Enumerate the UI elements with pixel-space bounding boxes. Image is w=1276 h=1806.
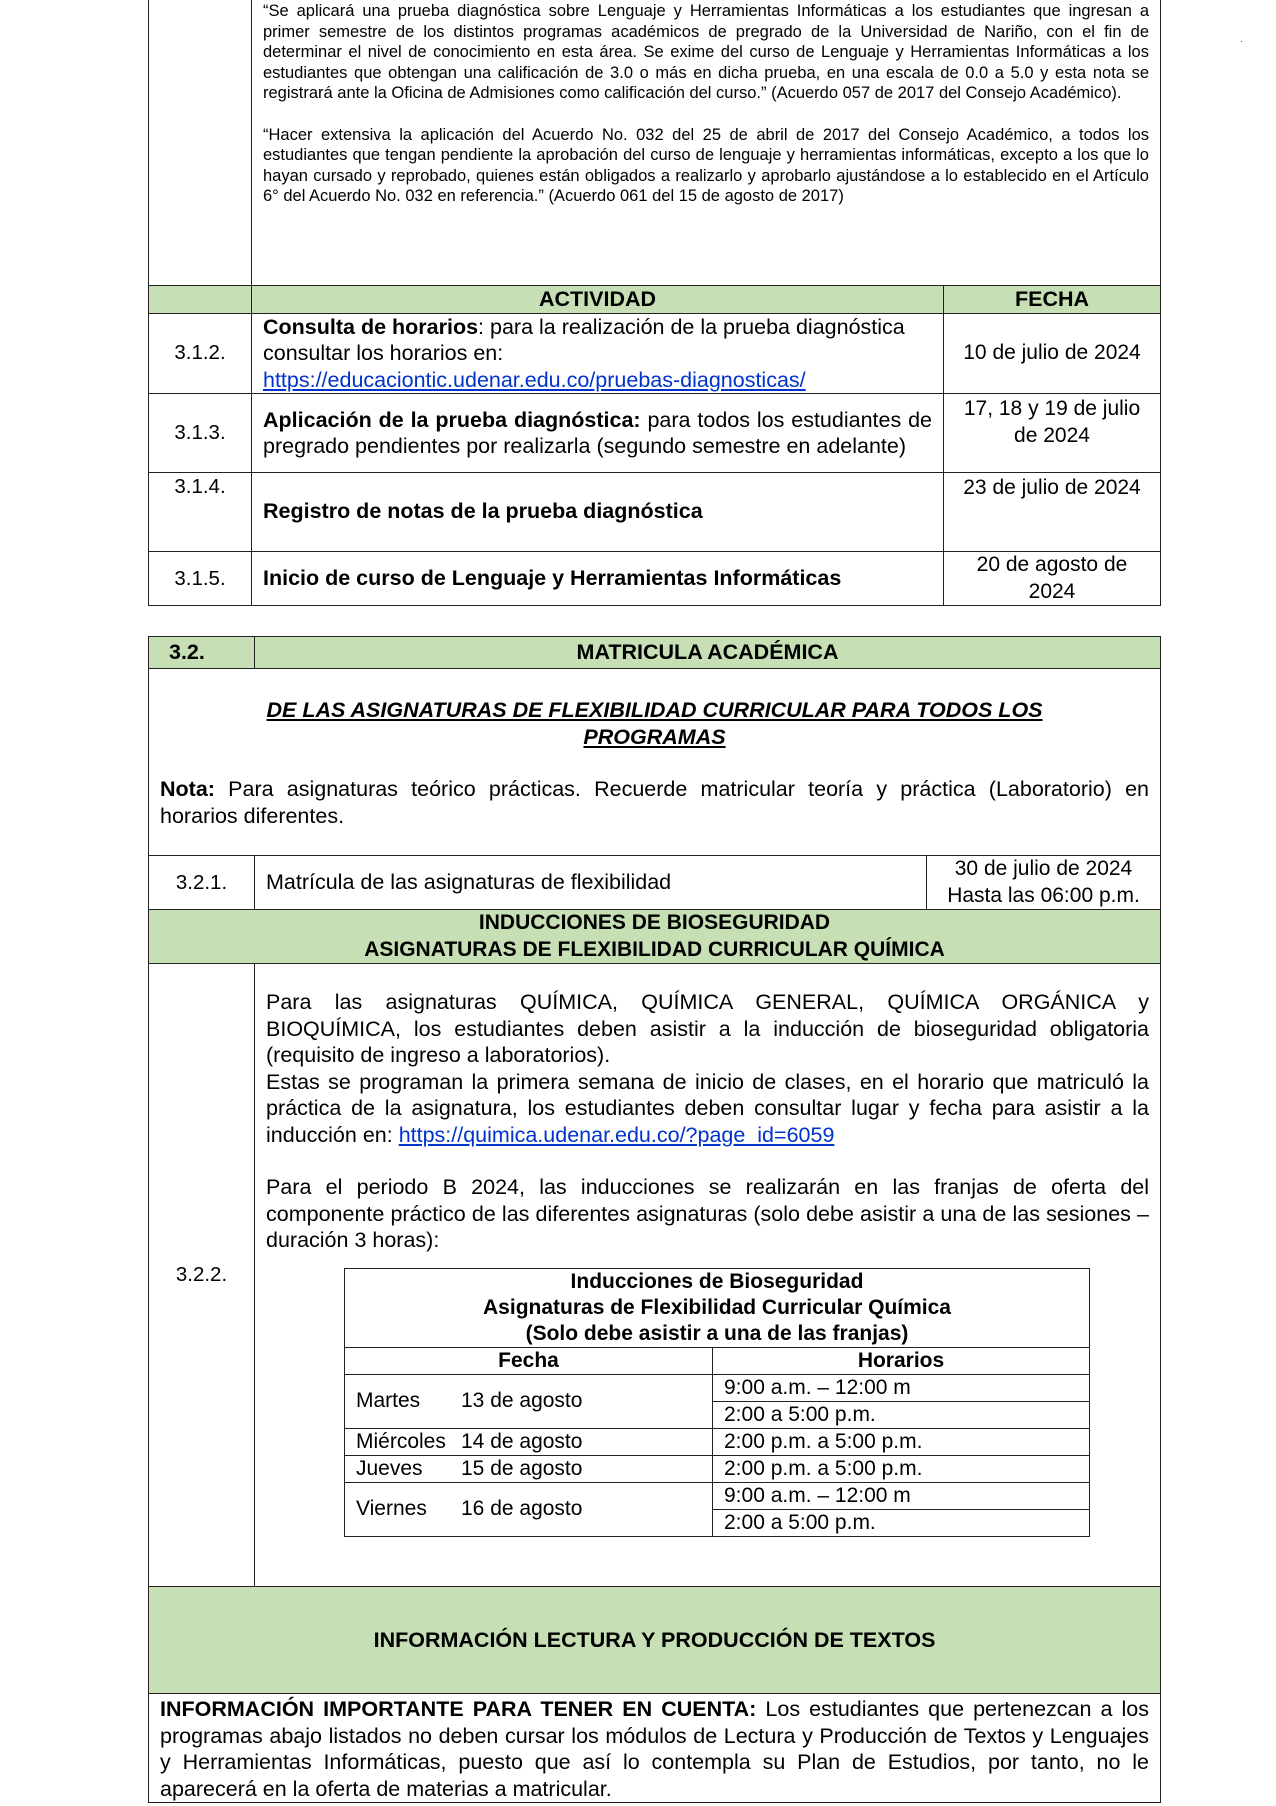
date-line: 30 de julio de 2024 [954, 857, 1133, 880]
time-column-header: Horarios [713, 1347, 1090, 1374]
table-row [149, 856, 1161, 910]
time-slot: 9:00 a.m. – 12:00 m [713, 1482, 1090, 1509]
chemistry-subjects-paragraph: Para las asignaturas QUÍMICA, QUÍMICA GENERAL, QUÍMICA ORGÁNICA y BIOQUÍMICA, los estudiantes deben asistir a la inducción de bioseguridad obligatoria (requisito de ingreso a laboratorios). [266, 990, 1150, 1067]
date-cell: 20 de agosto de 2024 [944, 552, 1161, 606]
activity-cell: Matrícula de las asignaturas de flexibilidad [255, 856, 927, 910]
acuerdo-061-quote: “Hacer extensiva la aplicación del Acuerdo No. 032 del 25 de abril de 2017 del Consejo Académico, a todos los estudiantes que tengan pendiente la aprobación del curso de lenguaje y herramientas informáticas, excepto a los que lo hayan cursado y reprobado, quienes están obligados a realizarlo y aprobarlo ajustándose a lo establecido en el Artículo 6° del Acuerdo No. 032 en referencia.” (Acuerdo 061 del 15 de agosto de 2017) [263, 125, 1149, 205]
day-date: 15 de agosto [461, 1456, 583, 1480]
row-number: 3.1.4. [149, 473, 252, 552]
day-cell [345, 1374, 713, 1428]
deadline-line: Hasta las 06:00 p.m. [947, 883, 1140, 907]
flexibility-subtitle: DE LAS ASIGNATURAS DE FLEXIBILIDAD CURRICULAR PARA TODOS LOS PROGRAMAS [266, 698, 1043, 749]
induction-header-line2: ASIGNATURAS DE FLEXIBILIDAD CURRICULAR QUÍMICA [364, 937, 945, 961]
table-row [345, 1428, 1090, 1455]
important-text: Los estudiantes que pertenezcan a los programas abajo listados no deben cursar los módulos de Lectura y Producción de Textos y Lenguajes y Herramientas Informáticas, puesto que así lo contempla su Plan de Estudios, por tanto, no le aparecerá en la oferta de materias a matricular. [160, 1697, 1150, 1801]
table-row [149, 313, 1161, 394]
schedule-note: (Solo debe asistir a una de las franjas) [525, 1321, 909, 1345]
table-row [149, 473, 1161, 552]
period-b-paragraph: Para el periodo B 2024, las inducciones se realizarán en las franjas de oferta del componente práctico de las diferentes asignaturas (solo debe asistir a una de las sesiones – duración 3 horas): [266, 1175, 1150, 1252]
time-slot: 2:00 a 5:00 p.m. [713, 1401, 1090, 1428]
section-number: 3.2. [149, 637, 255, 669]
table-row [345, 1455, 1090, 1482]
date-cell: 17, 18 y 19 de julio de 2024 [944, 394, 1161, 473]
induction-schedule-text: Estas se programan la primera semana de inicio de clases, en el horario que matriculó la práctica de la asignatura, los estudiantes deben consultar lugar y fecha para asistir a la inducción en: [266, 1069, 1150, 1147]
activity-cell [252, 552, 944, 606]
academic-enrollment-table [148, 636, 1161, 1803]
date-cell: 23 de julio de 2024 [944, 473, 1161, 552]
day-date: 14 de agosto [461, 1429, 583, 1453]
row-number: 3.2.2. [149, 964, 255, 1587]
schedule-subtitle: Asignaturas de Flexibilidad Curricular Química [483, 1295, 951, 1319]
biosafety-schedule-table [344, 1268, 1090, 1537]
date-cell [927, 856, 1161, 910]
important-info-cell [149, 1694, 1161, 1803]
chemistry-induction-link[interactable]: https://quimica.udenar.edu.co/?page_id=6059 [398, 1122, 835, 1147]
important-label: INFORMACIÓN IMPORTANTE PARA TENER EN CUENTA: [160, 1697, 757, 1721]
activity-cell [252, 473, 944, 552]
activity-cell [252, 313, 944, 394]
header-empty-cell [149, 286, 252, 314]
table-row [149, 394, 1161, 473]
row-number: 3.1.3. [149, 394, 252, 473]
schedule-title: Inducciones de Bioseguridad [570, 1269, 864, 1293]
reading-production-header: INFORMACIÓN LECTURA Y PRODUCCIÓN DE TEXTOS [149, 1587, 1161, 1694]
margin-mark: . [1240, 34, 1243, 45]
activity-title: Registro de notas de la prueba diagnóstica [263, 499, 703, 523]
diagnostic-test-table [148, 0, 1161, 606]
date-column-header: Fecha [345, 1347, 713, 1374]
activity-header: ACTIVIDAD [252, 286, 944, 314]
time-slot: 2:00 p.m. a 5:00 p.m. [713, 1428, 1090, 1455]
time-slot: 9:00 a.m. – 12:00 m [713, 1374, 1090, 1401]
day-cell [345, 1482, 713, 1536]
day-cell [345, 1428, 713, 1455]
activity-title: Inicio de curso de Lenguaje y Herramientas Informáticas [263, 566, 842, 591]
note-text: Para asignaturas teórico prácticas. Recuerde matricular teoría y práctica (Laboratorio) en horarios diferentes. [160, 777, 1150, 828]
day-cell [345, 1455, 713, 1482]
row-number: 3.2.1. [149, 856, 255, 910]
schedule-title-cell [345, 1268, 1090, 1347]
day-name: Viernes [356, 1497, 427, 1520]
row-number: 3.1.5. [149, 552, 252, 606]
table-row [149, 964, 1161, 1587]
date-cell: 10 de julio de 2024 [944, 313, 1161, 394]
activity-text: : para la realización de la prueba diagnóstica consultar los horarios en: [263, 314, 905, 365]
activity-text: para todos los estudiantes de pregrado pendientes por realizarla (segundo semestre en adelante) [263, 407, 933, 458]
time-slot: 2:00 a 5:00 p.m. [713, 1509, 1090, 1536]
acuerdo-057-quote: “Se aplicará una prueba diagnóstica sobre Lenguaje y Herramientas Informáticas a los estudiantes que ingresan a primer semestre de los distintos programas académicos de pregrado de la Universidad de Nariño, con el fin de determinar el nivel de conocimiento en esta área. Se exime del curso de Lenguaje y Herramientas Informáticas a los estudiantes que obtengan una calificación de 3.0 o más en dicha prueba, en una escala de 0.0 a 5.0 y esta nota se registrará ante la Oficina de Admisiones como calificación del curso.” (Acuerdo 057 de 2017 del Consejo Académico). [263, 2, 1149, 102]
empty-number-cell [149, 0, 252, 286]
lab-note [160, 776, 1149, 829]
row-number: 3.1.2. [149, 313, 252, 394]
activity-cell [252, 394, 944, 473]
day-date: 13 de agosto [461, 1389, 583, 1412]
table-row [345, 1374, 1090, 1401]
table-row [345, 1482, 1090, 1509]
flexibility-info-cell [149, 669, 1161, 856]
induction-detail-cell [255, 964, 1161, 1587]
induction-schedule-paragraph [266, 1069, 1149, 1149]
induction-header [149, 910, 1161, 964]
section-title: MATRICULA ACADÉMICA [255, 637, 1161, 669]
day-name: Jueves [356, 1456, 423, 1480]
day-date: 16 de agosto [461, 1497, 583, 1520]
activity-title: Aplicación de la prueba diagnóstica: [263, 407, 641, 432]
date-header: FECHA [944, 286, 1161, 314]
time-slot: 2:00 p.m. a 5:00 p.m. [713, 1455, 1090, 1482]
quote-cell [252, 0, 1161, 286]
day-name: Miércoles [356, 1429, 446, 1453]
note-label: Nota: [160, 777, 215, 801]
day-name: Martes [356, 1389, 421, 1412]
activity-title: Consulta de horarios [263, 314, 479, 339]
table-row [149, 552, 1161, 606]
diagnostic-schedule-link[interactable]: https://educaciontic.udenar.edu.co/pruebas-diagnosticas/ [263, 367, 806, 392]
induction-header-line1: INDUCCIONES DE BIOSEGURIDAD [478, 911, 831, 934]
